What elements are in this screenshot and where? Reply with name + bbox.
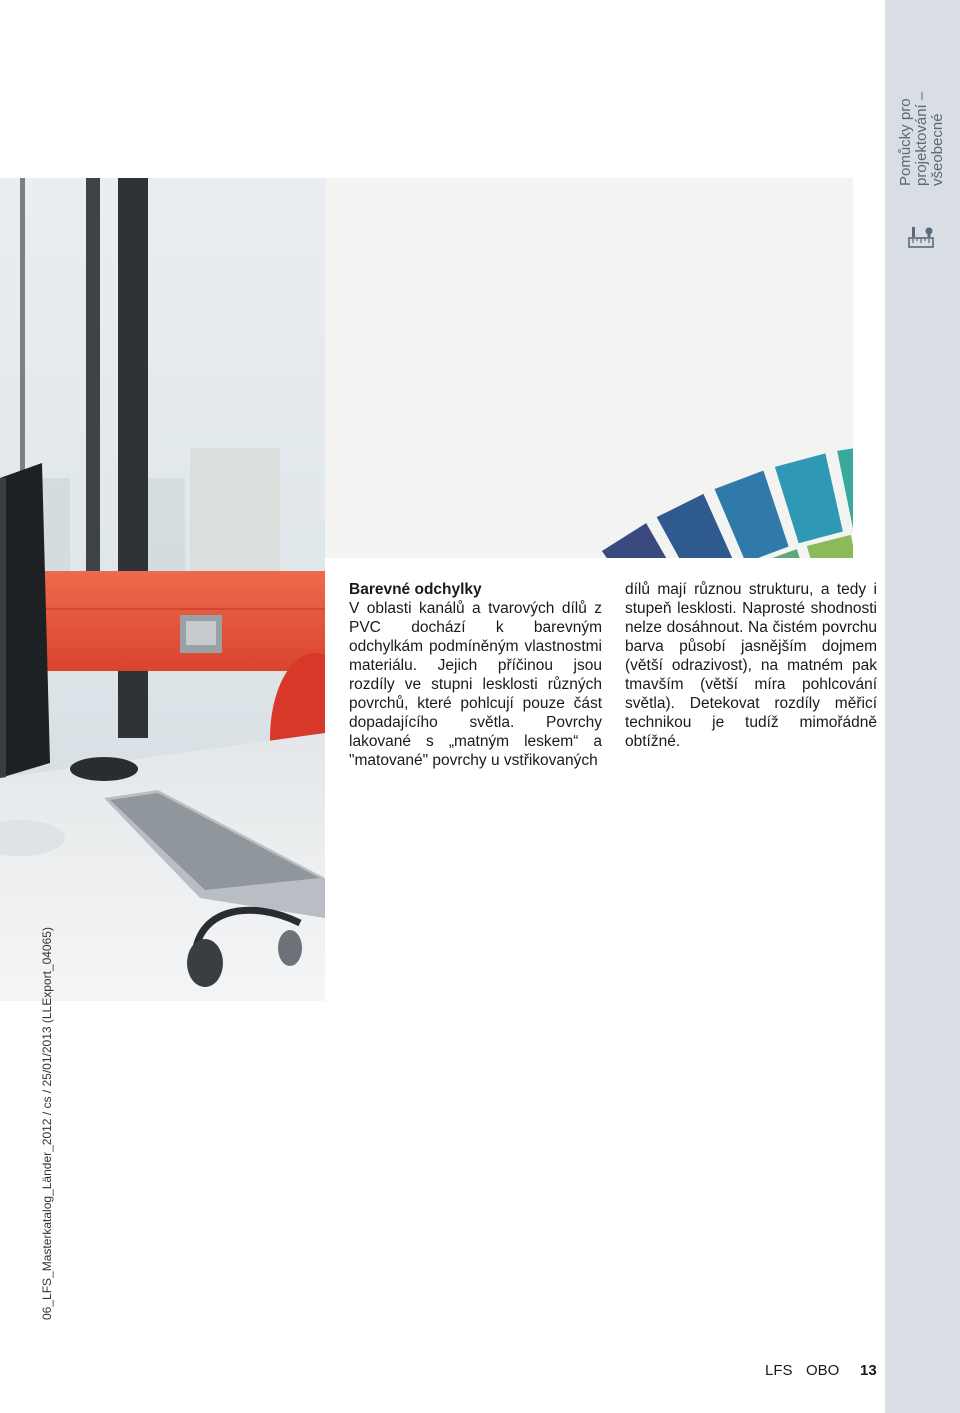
ruler-pencil-icon bbox=[908, 226, 934, 248]
office-desk-photo bbox=[0, 178, 325, 1001]
section-tab-line-2: projektování – bbox=[913, 91, 930, 186]
document-slug: 06_LFS_Masterkatalog_Länder_2012 / cs / 25/01/2013 (LLExport_04065) bbox=[40, 927, 54, 1320]
footer-brand-lfs: LFS bbox=[765, 1362, 793, 1379]
section-tab-label bbox=[898, 92, 946, 186]
side-tab bbox=[885, 0, 960, 1413]
page-number: 13 bbox=[860, 1362, 877, 1379]
color-fan-photo bbox=[325, 178, 853, 558]
section-tab-line-3: všeobecné bbox=[929, 113, 946, 186]
footer-brand-obo: OBO bbox=[806, 1362, 840, 1379]
article-column-1 bbox=[349, 580, 602, 770]
article-text-part-1: V oblasti kanálů a tvarových dílů z PVC dochází k barevným odchylkám podmíněným vlastnostmi materiálu. Jejich příčinou jsou rozdíly ve stupni lesklosti různých povrchů, které pohlcují pouze část dopadajícího světla. Povrchy lakované s „matným leskem“ a "matované" povrchy u vstřikovaných bbox=[349, 600, 602, 769]
article-text-part-2: dílů mají různou strukturu, a tedy i stupeň lesklosti. Naprosté shodnosti nelze dosáhnout. Na čistém povrchu barva působí jasnějším dojmem (větší odrazivost), na matném pak tmavším (větší míra pohlcování světla). Detekovat rozdíly měřicí technikou je tudíž mimořádně obtížné. bbox=[625, 581, 877, 750]
article-column-2 bbox=[625, 580, 877, 751]
section-tab-line-1: Pomůcky pro bbox=[897, 98, 914, 186]
article-heading: Barevné odchylky bbox=[349, 581, 482, 598]
